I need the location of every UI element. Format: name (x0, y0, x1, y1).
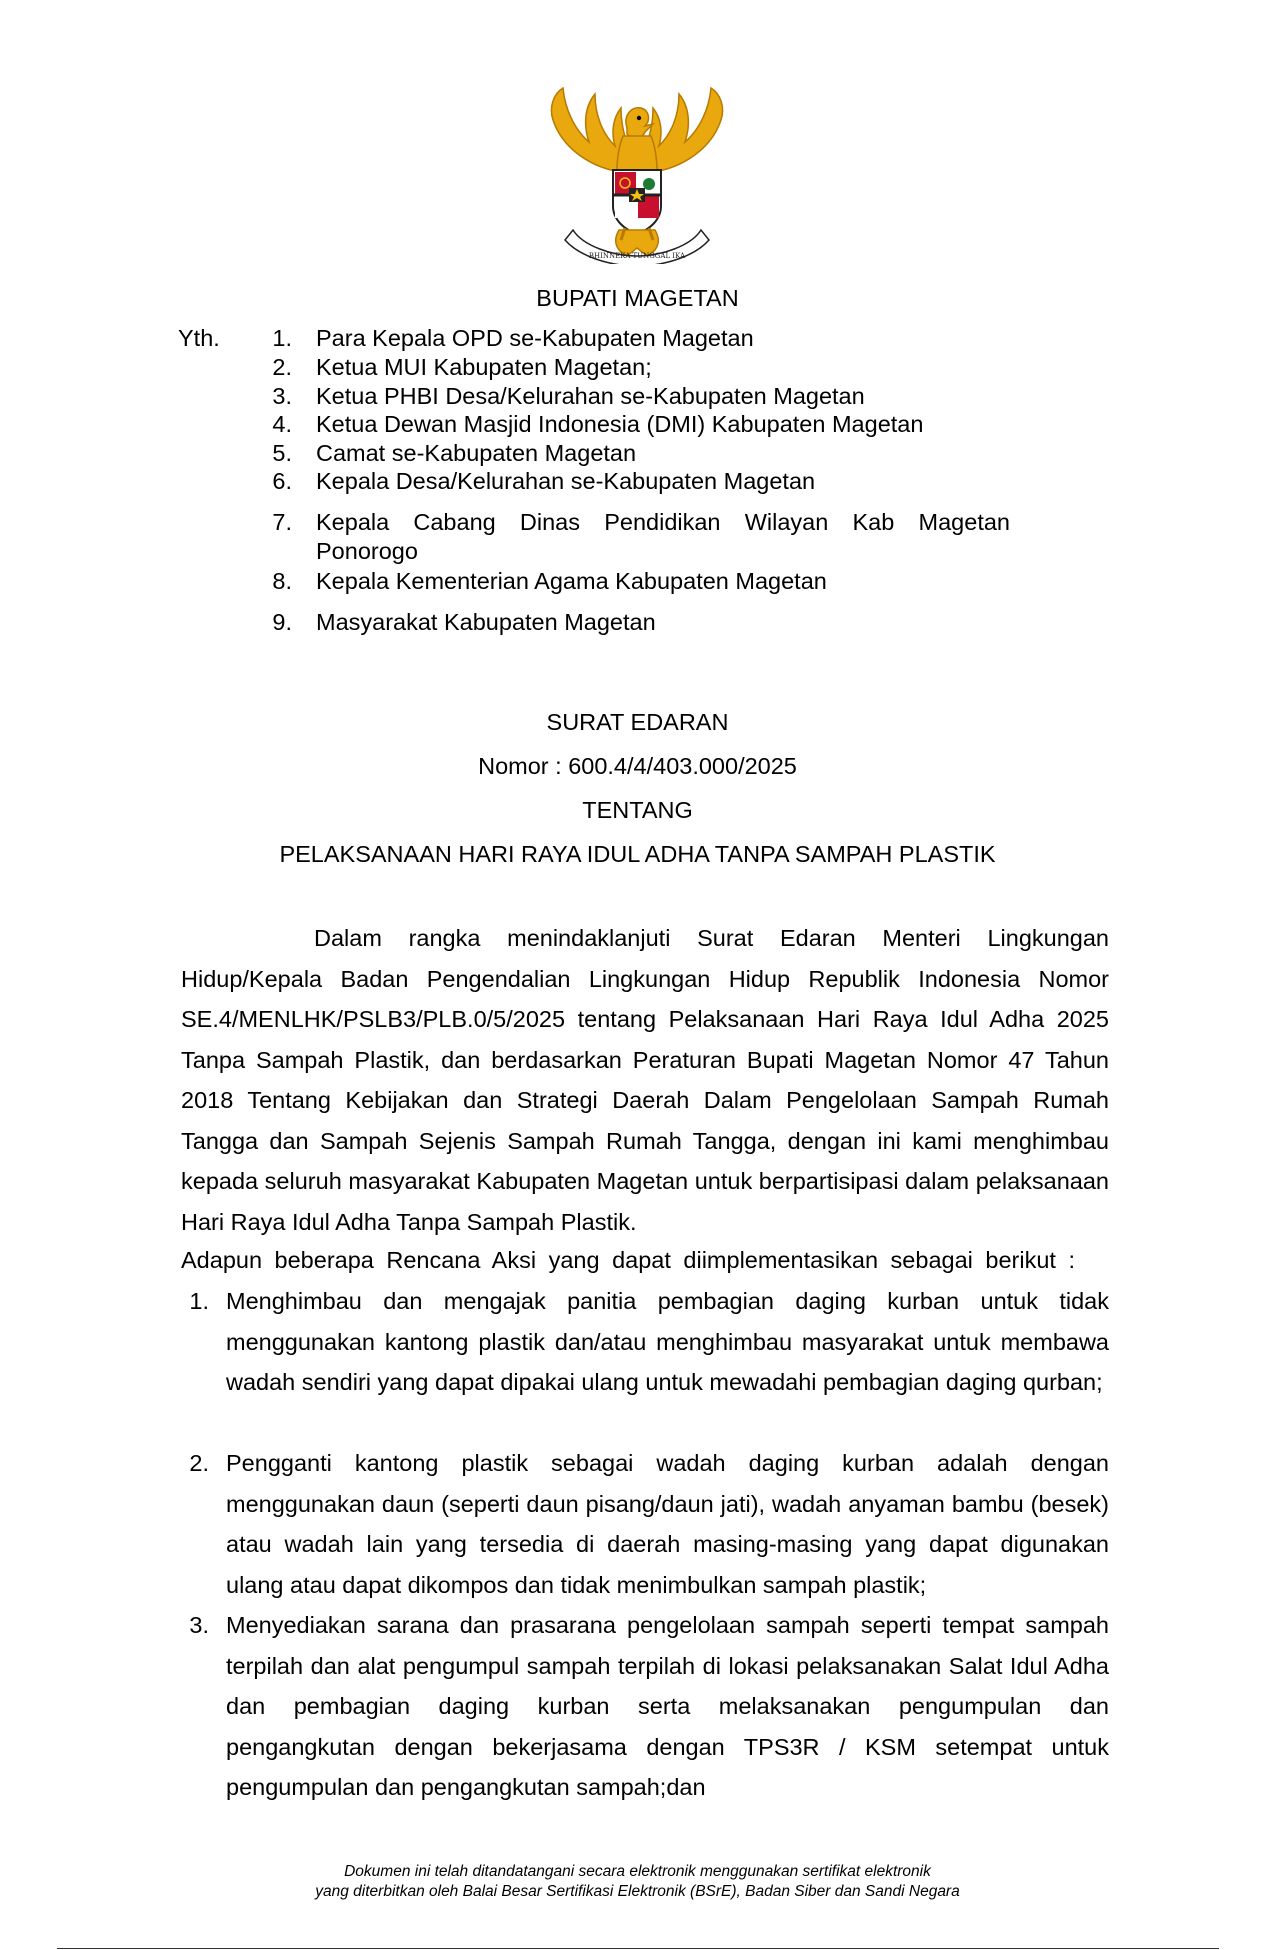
list-text-line: Ponorogo (316, 538, 418, 564)
list-text: Camat se-Kabupaten Magetan (316, 440, 637, 466)
action-item (181, 1605, 1109, 1808)
garuda-emblem-icon (523, 80, 751, 264)
list-number: 3. (272, 383, 292, 409)
action-text: Pengganti kantong plastik sebagai wadah daging kurban adalah dengan menggunakan daun (seperti daun pisang/daun jati), wadah anyaman bambu (besek) atau wadah lain yang tersedia di daerah masing-masing yang dapat digunakan ulang atau dapat dikompos dan tidak menimbulkan sampah plastik; (226, 1450, 1109, 1598)
action-item (181, 1281, 1109, 1403)
salutation: Yth. (178, 325, 220, 351)
e-signature-notice (0, 1862, 1275, 1902)
list-text: Kepala Kementerian Agama Kabupaten Magetan (316, 568, 827, 594)
action-text: Menyediakan sarana dan prasarana pengelolaan sampah seperti tempat sampah terpilah dan alat pengumpul sampah terpilah di lokasi pelaksanakan Salat Idul Adha dan pembagian daging kurban serta melaksanakan pengumpulan dan pengangkutan dengan bekerjasama dengan TPS3R / KSM setempat untuk pengumpulan dan pengangkutan sampah;dan (226, 1612, 1109, 1800)
footer-line: Dokumen ini telah ditandatangani secara elektronik menggunakan sertifikat elektronik (344, 1863, 931, 1880)
list-number: 4. (272, 411, 292, 437)
list-text (316, 508, 1010, 566)
list-text-line: Kepala Cabang Dinas Pendidikan Wilayan Kab Magetan (316, 509, 1010, 535)
list-text: Masyarakat Kabupaten Magetan (316, 609, 656, 635)
letter-about: TENTANG (582, 797, 693, 823)
svg-text:BHINNEKA TUNGGAL IKA: BHINNEKA TUNGGAL IKA (588, 252, 686, 260)
list-number: 9. (272, 609, 292, 635)
action-number: 1. (189, 1288, 209, 1314)
letterhead-title: BUPATI MAGETAN (536, 285, 739, 311)
list-number: 8. (272, 568, 292, 594)
paragraph-text: Dalam rangka menindaklanjuti Surat Edaran Menteri Lingkungan Hidup/Kepala Badan Pengendalian Lingkungan Hidup Republik Indonesia Nomor SE.4/MENLHK/PSLB3/PLB.0/5/2025 tentang Pelaksanaan Hari Raya Idul Adha 2025 Tanpa Sampah Plastik, dan berdasarkan Peraturan Bupati Magetan Nomor 47 Tahun 2018 Tentang Kebijakan dan Strategi Daerah Dalam Pengelolaan Sampah Rumah Tangga dan Sampah Sejenis Sampah Rumah Tangga, dengan ini kami menghimbau kepada seluruh masyarakat Kabupaten Magetan untuk berpartisipasi dalam pelaksanaan Hari Raya Idul Adha Tanpa Sampah Plastik. (181, 925, 1109, 1235)
list-text: Ketua MUI Kabupaten Magetan; (316, 354, 652, 380)
list-number: 7. (272, 509, 292, 535)
letter-type: SURAT EDARAN (546, 709, 729, 735)
list-number: 6. (272, 468, 292, 494)
action-item (181, 1443, 1109, 1605)
action-number: 3. (189, 1612, 209, 1638)
list-text: Kepala Desa/Kelurahan se-Kabupaten Magetan (316, 468, 816, 494)
letter-subject: PELAKSANAAN HARI RAYA IDUL ADHA TANPA SAMPAH PLASTIK (279, 841, 996, 867)
list-text: Para Kepala OPD se-Kabupaten Magetan (316, 325, 754, 351)
body-paragraph (181, 918, 1109, 1242)
footer-line: yang diterbitkan oleh Balai Besar Sertifikasi Elektronik (BSrE), Badan Siber dan Sandi Negara (315, 1883, 960, 1900)
list-number: 5. (272, 440, 292, 466)
action-text: Menghimbau dan mengajak panitia pembagian daging kurban untuk tidak menggunakan kantong plastik dan/atau menghimbau masyarakat untuk membawa wadah sendiri yang dapat dipakai ulang untuk mewadahi pembagian daging qurban; (226, 1288, 1109, 1395)
letter-number: Nomor : 600.4/4/403.000/2025 (478, 753, 797, 779)
footer-divider (57, 1948, 1219, 1949)
list-number: 2. (272, 354, 292, 380)
list-text: Ketua Dewan Masjid Indonesia (DMI) Kabupaten Magetan (316, 411, 924, 437)
list-number: 1. (272, 325, 292, 351)
actions-intro: Adapun beberapa Rencana Aksi yang dapat diimplementasikan sebagai berikut : (181, 1247, 1075, 1273)
list-text: Ketua PHBI Desa/Kelurahan se-Kabupaten Magetan (316, 383, 865, 409)
action-number: 2. (189, 1450, 209, 1476)
